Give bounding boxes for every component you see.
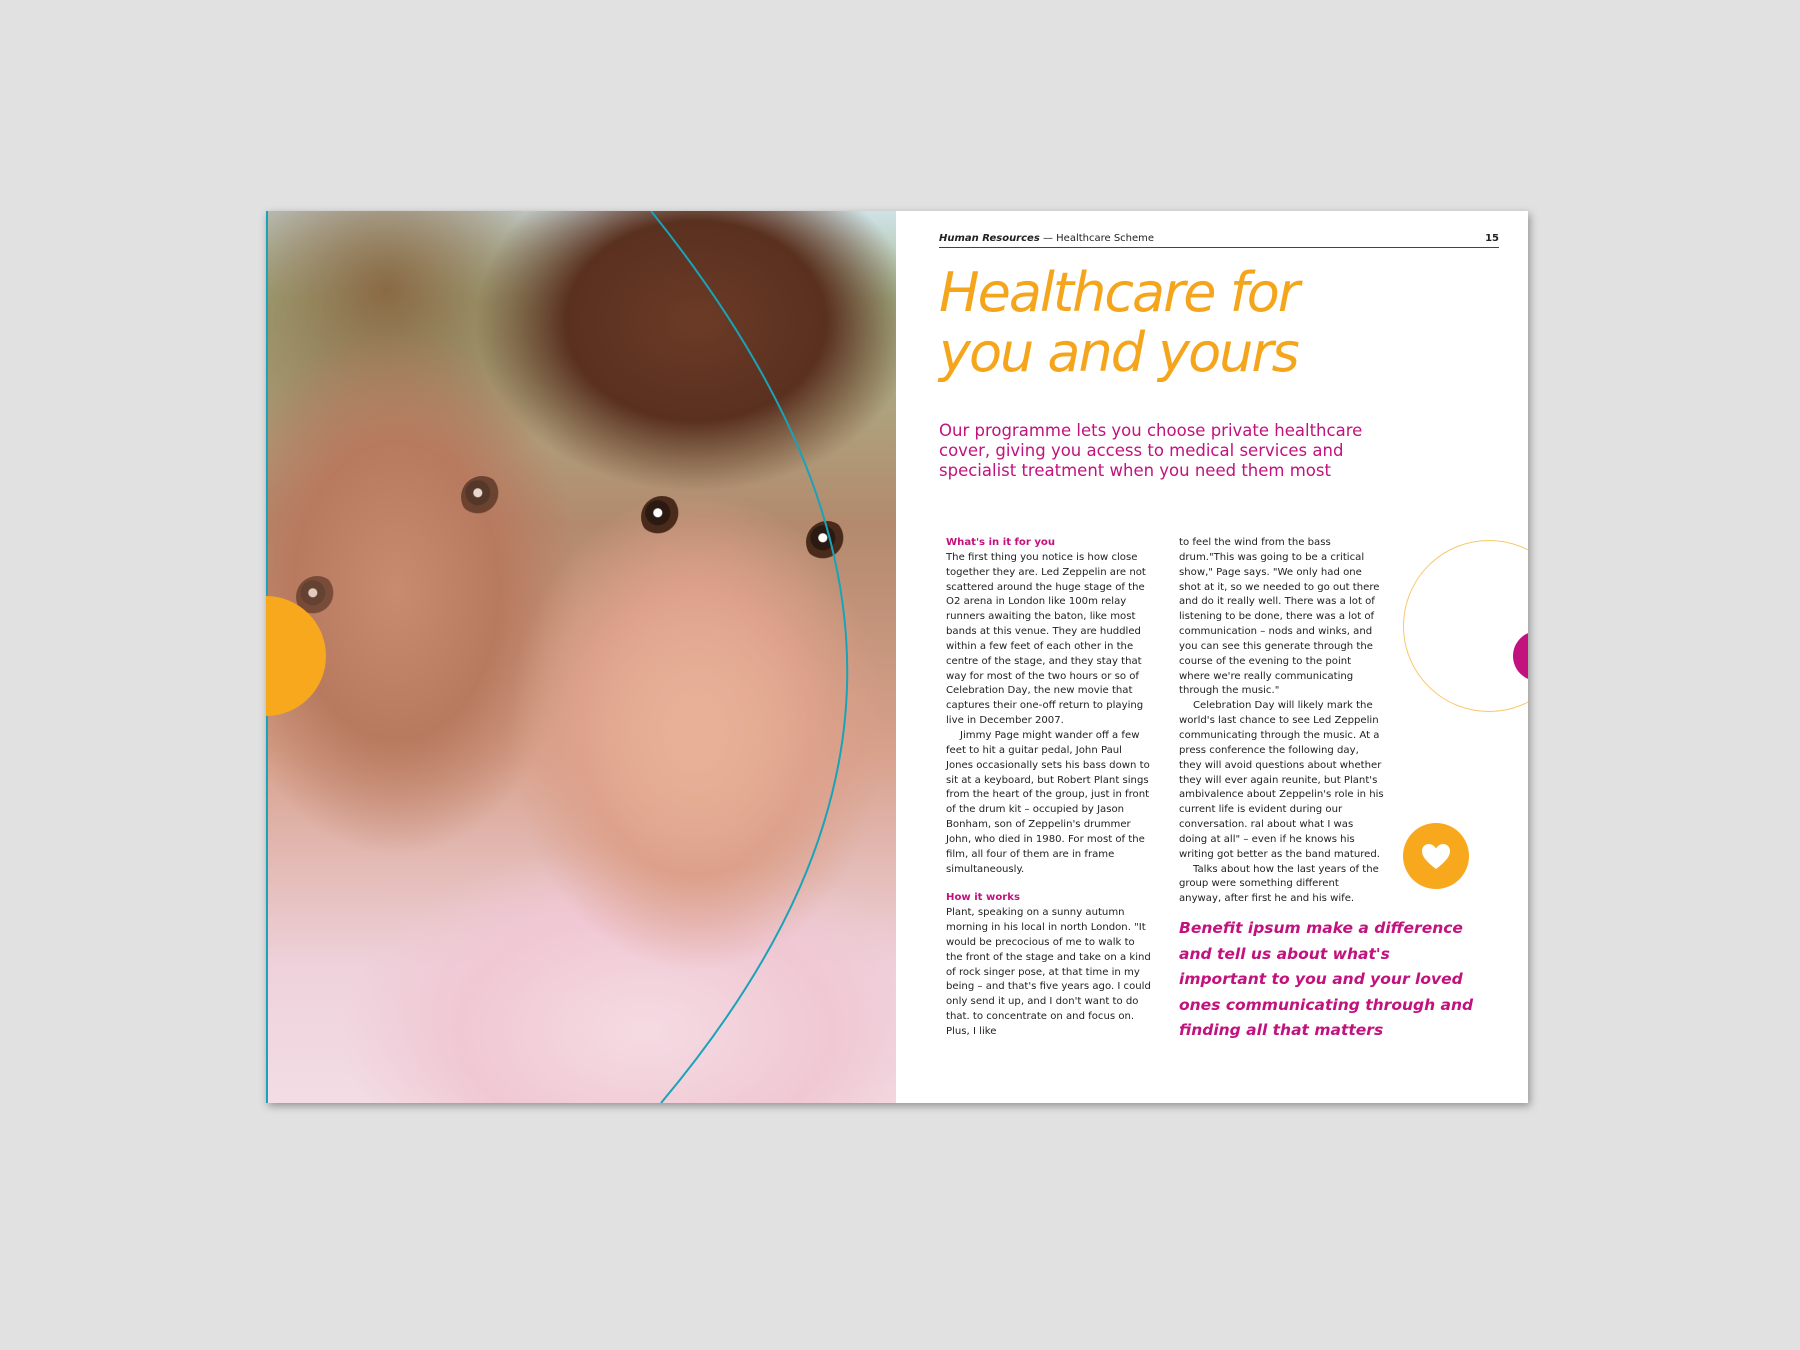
body-paragraph: to feel the wind from the bass drum."This was going to be a critical show," Page says. "We only had one shot at it, so we needed to go out there and do it really well. There was a lot of listening to be done, there was a lot of communication – nods and winks, and you can see this generate through the course of the evening to the point where we're really communicating through the music." bbox=[1179, 537, 1380, 697]
body-paragraph: Plant, speaking on a sunny autumn morning in his local in north London. "It would be precocious of me to walk to the front of the stage and take on a kind of rock singer pose, at that time in my being – and that's five years ago. I could only send it up, and I don't want to do that. to concentrate on and focus on. Plus, I like bbox=[946, 907, 1151, 1037]
body-column-1 bbox=[946, 536, 1151, 1040]
body-paragraph: Celebration Day will likely mark the world's last chance to see Led Zeppelin communicating through the music. At a press conference the following day, they will avoid questions about whether they will ever again reunite, but Plant's ambivalence about Zeppelin's role in his current life is evident during our conversation. ral about what I was doing at all" – even if he knows his writing got better as the band matured. bbox=[1179, 700, 1384, 860]
page-title-line-1: Healthcare for bbox=[939, 261, 1298, 324]
body-paragraph: Talks about how the last years of the group were something different anyway, after first he and his wife. bbox=[1179, 863, 1379, 905]
heart-badge bbox=[1403, 823, 1469, 889]
brochure-spread bbox=[266, 211, 1528, 1103]
running-head bbox=[939, 233, 1499, 248]
text-page bbox=[896, 211, 1528, 1103]
decorative-ring bbox=[1403, 540, 1528, 712]
page-title-line-2: you and yours bbox=[939, 321, 1298, 384]
running-head-separator: — bbox=[1039, 233, 1057, 244]
running-head-subsection: Healthcare Scheme bbox=[1056, 233, 1155, 244]
decorative-arc bbox=[266, 211, 896, 1103]
body-paragraph: Jimmy Page might wander off a few feet to hit a guitar pedal, John Paul Jones occasionally sets his bass down to sit at a keyboard, but Robert Plant sings from the heart of the group, just in front of the drum kit – occupied by Jason Bonham, son of Zeppelin's drummer John, who died in 1980. For most of the film, all four of them are in frame simultaneously. bbox=[946, 729, 1150, 875]
section-heading: What's in it for you bbox=[946, 537, 1056, 548]
running-head-section: Human Resources bbox=[939, 233, 1040, 244]
intro-paragraph: Our programme lets you choose private healthcare cover, giving you access to medical services and specialist treatment when you need them most bbox=[939, 421, 1363, 480]
pull-quote: Benefit ipsum make a difference and tell us about what's important to you and your loved ones communicating through and finding all that matters bbox=[1179, 919, 1474, 1040]
page-number: 15 bbox=[1485, 233, 1499, 244]
photo-page bbox=[266, 211, 896, 1103]
section-heading: How it works bbox=[946, 892, 1020, 904]
body-paragraph: The first thing you notice is how close together they are. Led Zeppelin are not scattered around the huge stage of the O2 arena in London like 100m relay runners awaiting the baton, like most bands at this venue. They are huddled within a few feet of each other in the centre of the stage, and they stay that way for most of the two hours or so of Celebration Day, the new movie that captures their one-off return to playing live in December 2007. bbox=[946, 551, 1146, 727]
body-column-2 bbox=[1179, 536, 1384, 907]
page-title bbox=[939, 263, 1439, 383]
heart-icon bbox=[1421, 843, 1451, 870]
